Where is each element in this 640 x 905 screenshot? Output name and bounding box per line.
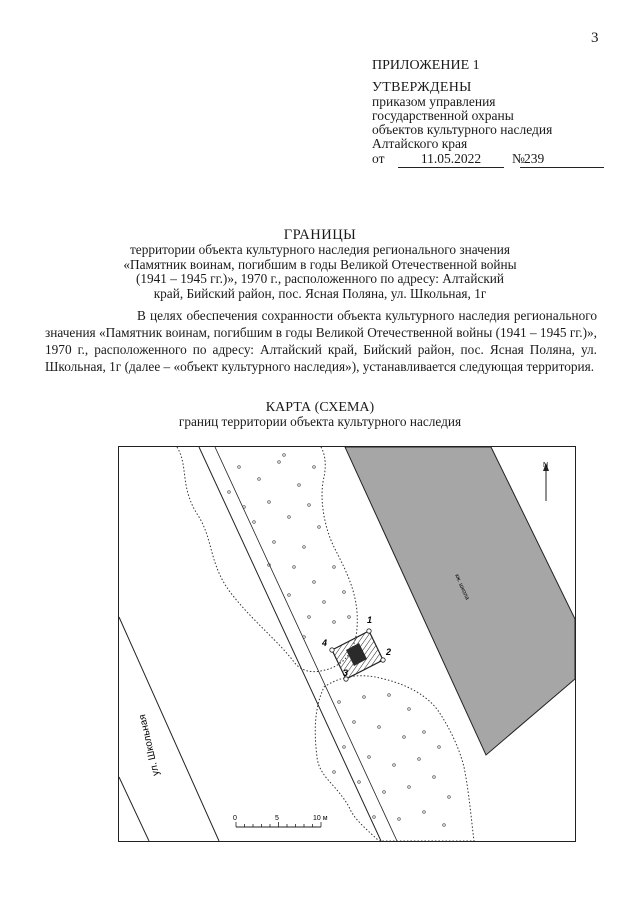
north-arrow [543,462,549,501]
appendix-label: ПРИЛОЖЕНИЕ 1 [372,58,480,73]
building-label: кж. школа [453,573,470,601]
approved-line: приказом управления [372,94,496,109]
subheading-line: край, Бийский район, пос. Ясная Поляна, ул. Школьная, 1г [153,285,487,301]
scale-label-10: 10 м [313,815,328,822]
scale-bar [233,815,328,827]
page-number: 3 [591,30,599,46]
north-label: N [543,462,549,469]
monument-territory [330,629,385,681]
point-label-4: 4 [322,638,328,648]
body-paragraph: В целях обеспечения сохранности объекта культурного наследия регионального значения «Памятник воинам, погибшим в годы Великой Отечественной войны (1941 – 1945 гг.)», 1970 г., расположенного по адресу: Алтайский край, Бийский район, пос. Ясная Поляна, ул. Школьная, 1г (далее – «объект культурного наследия»), устанавливается следующая территория. [45,308,597,374]
school-building [345,447,575,755]
subheading-line: «Памятник воинам, погибшим в годы Великой Отечественной войны [123,256,517,272]
scale-label-0: 0 [233,815,237,822]
street-label: ул. Школьная [137,713,162,777]
order-reference [372,151,602,169]
point-label-3: 3 [343,668,349,678]
point-label-1: 1 [367,615,373,625]
order-number: 239 [520,151,604,168]
order-number-label: № [512,151,525,166]
street-edge [119,617,219,841]
document-heading: ГРАНИЦЫ [283,227,357,243]
subheading-line: территории объекта культурного наследия регионального значения [129,242,511,257]
map-drawing [119,447,575,841]
map-title: КАРТА (СХЕМА) [265,400,375,415]
approved-title: УТВЕРЖДЕНЫ [372,80,472,95]
document-subheading [90,243,550,301]
order-date: 11.05.2022 [398,151,504,168]
order-from-label: от [372,151,385,166]
approved-line: Алтайского края [372,136,468,151]
scale-label-5: 5 [275,815,279,822]
map-scheme [118,446,576,842]
subheading-line: (1941 – 1945 гг.)», 1970 г., расположенного по адресу: Алтайский [135,271,505,286]
approved-line: объектов культурного наследия [372,122,553,137]
approval-block [372,81,552,151]
street-edge [119,777,149,841]
map-subtitle: границ территории объекта культурного наследия [178,414,462,429]
approved-line: государственной охраны [372,108,514,123]
point-label-2: 2 [386,647,392,657]
